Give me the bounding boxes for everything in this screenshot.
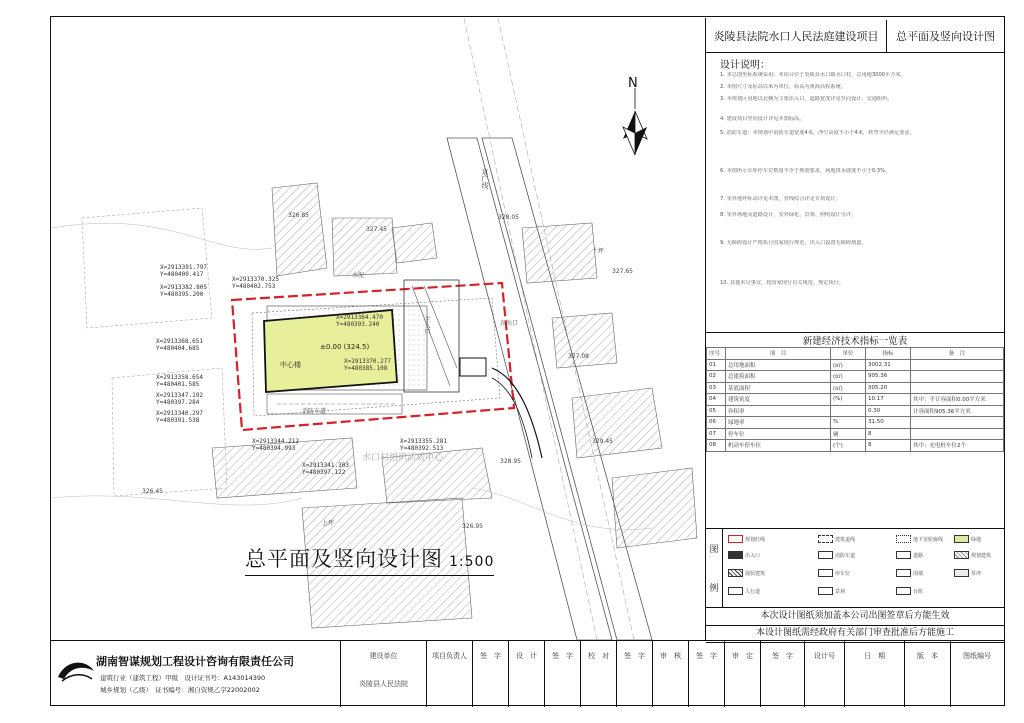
- existing-building: [332, 218, 397, 276]
- table-cell: 07: [707, 428, 726, 440]
- project-name: 炎陵县法院水口人民法庭建设项目: [706, 20, 887, 52]
- table-cell: 计容面积905.36平方米: [911, 405, 1004, 417]
- table-cell: 机动车停车位: [726, 440, 831, 452]
- table-row: [707, 440, 1004, 452]
- legend-title: 图: [709, 545, 719, 555]
- elevation-mark: 326.85: [288, 212, 309, 219]
- design-notes-panel: [705, 18, 1003, 640]
- table-cell: 06: [707, 417, 726, 429]
- note-line: 7. 室外地坪标高详见本图，管线综合详见专项设计。: [720, 196, 841, 202]
- table-cell: 3002.31: [866, 359, 911, 371]
- small-label: 主入口: [423, 316, 430, 334]
- table-cell: 总建筑面积: [726, 371, 831, 383]
- small-label: 东出口: [500, 320, 519, 327]
- table-cell: 31.50: [866, 417, 911, 429]
- existing-building: [392, 223, 437, 263]
- table-cell: 05: [707, 405, 726, 417]
- table-cell: 停车位: [726, 428, 831, 440]
- drawing-title: [245, 543, 494, 576]
- client-cell: [340, 641, 426, 707]
- table-cell: 305.20: [866, 382, 911, 394]
- legend-item: 建筑退线: [818, 535, 855, 543]
- company-logo: [56, 657, 96, 685]
- table-row: [707, 405, 1004, 417]
- elevation-mark: 326.95: [462, 523, 483, 530]
- legend: [706, 528, 1004, 608]
- table-cell: [911, 382, 1004, 394]
- signoff-cell: 签 字: [688, 641, 724, 707]
- legend-item: 景观: [818, 587, 845, 595]
- table-header: 序号: [707, 348, 726, 360]
- coordinate-label: X=2913347.192 Y=480397.284: [156, 392, 203, 406]
- community-label: 水口村组织活动中心: [362, 453, 444, 463]
- elevation-mark: 328.95: [500, 458, 521, 465]
- legend-item: 规划红线: [728, 535, 765, 543]
- small-label: 上坪: [322, 520, 335, 527]
- road-name: 京广线: [481, 168, 489, 189]
- note-line: 9. 无障碍设计严格执行国家现行规范，出入口设置无障碍坡道。: [720, 240, 867, 246]
- coordinate-label: X=2913382.805 Y=480395.200: [160, 284, 207, 298]
- table-row: [707, 417, 1004, 429]
- signoff-cell: 签 字: [472, 641, 508, 707]
- table-row: [707, 394, 1004, 406]
- table-cell: %: [831, 417, 866, 429]
- sheet-name: 总平面及竖向设计图: [896, 30, 995, 43]
- existing-building: [612, 468, 697, 548]
- tech-table-title: 新建经济技术指标一览表: [706, 332, 1004, 348]
- client-value: 炎陵县人民法院: [359, 680, 408, 688]
- drawing-scale: 1:500: [449, 554, 495, 570]
- coordinate-label: X=2913368.651 Y=480404.685: [156, 338, 203, 352]
- signoff-cell: 项目负责人: [426, 641, 472, 707]
- note-line: 5. 消防车道：本规划中消防车道宽度4米，净空高度不小于4米，转弯半径满足要求。: [720, 130, 915, 136]
- legend-item: 草坪: [954, 569, 981, 577]
- signoff-cell: 签 字: [760, 641, 804, 707]
- elevation-label: ±0.00 (324.5): [320, 343, 370, 351]
- table-cell: [911, 428, 1004, 440]
- table-cell: 02: [707, 371, 726, 383]
- signoff-cell: 设计号: [804, 641, 844, 707]
- coordinate-label: X=2913355.281 Y=480392.513: [400, 438, 447, 452]
- signoff-cell: 校 对: [580, 641, 616, 707]
- table-cell: 容积率: [726, 405, 831, 417]
- coordinate-label: X=2913370.325 Y=480402.753: [232, 276, 279, 290]
- table-row: [707, 371, 1004, 383]
- table-cell: 0.30: [866, 405, 911, 417]
- existing-building: [522, 223, 597, 283]
- coordinate-label: X=2913370.277 Y=480385.108: [344, 358, 391, 372]
- legend-header: [706, 529, 723, 607]
- table-cell: 10.17: [866, 394, 911, 406]
- table-cell: 03: [707, 382, 726, 394]
- tech-table: [706, 347, 1004, 452]
- table-cell: [911, 371, 1004, 383]
- table-cell: 建筑密度: [726, 394, 831, 406]
- table-cell: 8: [866, 428, 911, 440]
- note-line: 6. 本图所示车库停车位数量不少于规划要求，场地排水坡度不小于0.3%。: [720, 168, 891, 174]
- table-cell: 01: [707, 359, 726, 371]
- coordinate-label: X=2913364.470 Y=480393.240: [336, 314, 383, 328]
- table-cell: [911, 417, 1004, 429]
- table-cell: [911, 359, 1004, 371]
- elevation-mark: 327.45: [366, 226, 387, 233]
- signoff-cell: 日 期: [844, 641, 904, 707]
- table-cell: 辆: [831, 428, 866, 440]
- legend-item: 道路: [896, 551, 923, 559]
- note-line: 3. 本规划区用地以北侧为主要出入口，道路宽度详见竖向设计，交通组织。: [720, 96, 893, 102]
- note-line: 10. 其他未尽事宜，按国家现行有关规范、规定执行。: [720, 280, 845, 286]
- company-credential: 城乡规划（乙级） 证书编号：湘自资规乙字22002002: [100, 686, 260, 694]
- table-cell: 8: [866, 440, 911, 452]
- legend-item: 现状建筑: [728, 569, 765, 577]
- existing-building: [272, 183, 327, 276]
- table-row: [707, 359, 1004, 371]
- table-cell: 基底面积: [726, 382, 831, 394]
- coordinate-label: X=2913391.797 Y=480400.417: [160, 264, 207, 278]
- client-label: 建设单位: [369, 652, 398, 660]
- table-header: 备 注: [911, 348, 1004, 360]
- drawing-title-text: 总平面及竖向设计图: [245, 547, 443, 571]
- table-header: 单位: [831, 348, 866, 360]
- table-cell: 04: [707, 394, 726, 406]
- table-cell: 总用地面积: [726, 359, 831, 371]
- legend-item: 围墙: [896, 569, 923, 577]
- legend-item: 地下室轮廓线: [896, 535, 943, 543]
- signoff-cell: 图纸编号: [950, 641, 1003, 707]
- coordinate-label: X=2913340.297 Y=480391.538: [156, 410, 203, 424]
- small-label: 消防车道: [302, 408, 327, 415]
- signoff-cell: 审 核: [652, 641, 688, 707]
- notes-title: 设计说明：: [720, 60, 770, 71]
- legend-item: 规划建筑: [954, 551, 991, 559]
- table-cell: (个): [831, 440, 866, 452]
- legend-item: 停车位: [818, 569, 850, 577]
- legend-item: 出入口: [728, 551, 760, 559]
- elevation-mark: 328.05: [498, 214, 519, 221]
- table-cell: (㎡): [831, 371, 866, 383]
- legend-item: 人行道: [728, 587, 760, 595]
- table-cell: 905.36: [866, 371, 911, 383]
- table-cell: (㎡): [831, 359, 866, 371]
- small-label: 水泥: [352, 272, 365, 279]
- notice-approval: 本设计图纸需经政府有关部门审查批准后方能施工: [706, 625, 1004, 643]
- signoff-cell: 签 字: [544, 641, 580, 707]
- signoff-cell: 设 计: [508, 641, 544, 707]
- table-header-row: [707, 348, 1004, 360]
- table-cell: 其中：不计容面积0.00平方米: [911, 394, 1004, 406]
- elevation-mark: 329.45: [592, 438, 613, 445]
- table-row: [707, 428, 1004, 440]
- table-cell: (%): [831, 394, 866, 406]
- note-line: 2. 本图尺寸及标高以米为单位，标高为黄海高程系统。: [720, 84, 846, 90]
- notice-stamp: 本次设计图纸须加盖本公司出图签章后方能生效: [706, 608, 1004, 626]
- title-block: [50, 640, 1005, 706]
- note-line: 4. 建设项目竖向设计详见本图标高。: [720, 116, 805, 122]
- building-label: 中心楼: [280, 361, 301, 369]
- table-row: [707, 382, 1004, 394]
- elevation-mark: 327.65: [612, 268, 633, 275]
- signoff-cell: 签 字: [616, 641, 652, 707]
- table-header: 指标: [866, 348, 911, 360]
- legend-item: 台阶: [896, 587, 923, 595]
- coordinate-label: X=2913358.654 Y=480401.585: [156, 374, 203, 388]
- note-line: 1. 本总图坐标系统采用：本项目位于炎陵县水口镇水口村，总用地3000平方米。: [720, 72, 906, 78]
- legend-item: 绿地: [954, 535, 981, 543]
- table-header: 项 目: [726, 348, 831, 360]
- table-cell: 08: [707, 440, 726, 452]
- signoff-cell: 审 定: [724, 641, 760, 707]
- table-cell: 其中：充电桩车位2个: [911, 440, 1004, 452]
- elevation-mark: 327.08: [568, 353, 589, 360]
- company-credential: 建筑行业（建筑工程）甲级 设计证书号：A143014390: [100, 674, 266, 682]
- note-line: 8. 室外场地及道路设计，室外绿化、景观、照明设计另详。: [720, 212, 857, 218]
- panel-header: [706, 20, 1004, 53]
- signoff-cell: 版 本: [904, 641, 950, 707]
- small-label: 十坪: [592, 248, 605, 255]
- table-cell: (㎡): [831, 382, 866, 394]
- legend-title: 例: [709, 584, 719, 594]
- elevation-mark: 326.45: [142, 488, 163, 495]
- north-arrow: [623, 88, 647, 155]
- north-label: N: [628, 76, 638, 91]
- company-name: 湖南智谋规划工程设计咨询有限责任公司: [96, 655, 294, 668]
- table-cell: [831, 405, 866, 417]
- table-cell: 绿地率: [726, 417, 831, 429]
- coordinate-label: X=2913341.303 Y=480397.122: [302, 462, 349, 476]
- existing-building: [572, 388, 662, 458]
- legend-item: 消防车道: [818, 551, 855, 559]
- coordinate-label: X=2913344.212 Y=480394.993: [252, 438, 299, 452]
